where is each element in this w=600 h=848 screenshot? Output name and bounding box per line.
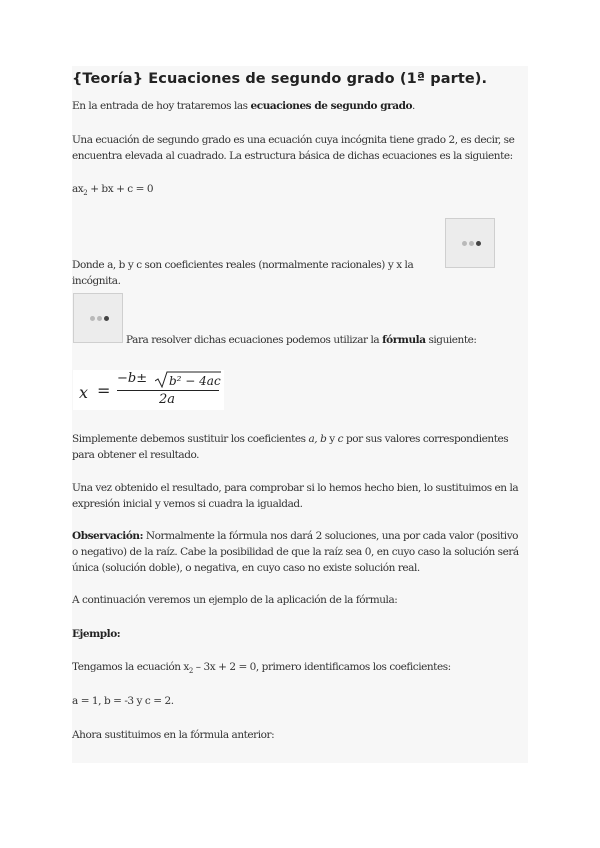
formula-bold: fórmula bbox=[382, 334, 426, 346]
formula-radicand: b² − 4ac bbox=[169, 374, 221, 388]
substitute-paragraph: Simplemente debemos sustituir los coeficientes a, b y c por sus valores correspondientes para obtener el resultado. bbox=[72, 433, 509, 461]
general-equation: $ax_2$ + bx + c = 0 bbox=[72, 183, 154, 198]
observation-paragraph: Observación: Normalmente la fórmula nos dará 2 soluciones, una por cada valor (positivo o negativo) de la raíz. Cabe la posibilidad de que la raíz sea 0, en cuyo caso la solución será única (solución doble), o negativa, en cuyo caso no existe solución real. bbox=[72, 530, 519, 574]
formula-intro: Para resolver dichas ecuaciones podemos utilizar la fórmula siguiente: bbox=[126, 334, 477, 346]
coefficients-paragraph: Donde a, b y c son coeficientes reales (normalmente racionales) y x la incógnita. bbox=[72, 259, 414, 287]
substitute-now: Ahora sustituimos en la fórmula anterior: bbox=[72, 729, 275, 741]
intro-bold: ecuaciones de segundo grado bbox=[250, 100, 413, 112]
ellipsis-icon bbox=[462, 241, 467, 246]
embedded-image-placeholder[interactable] bbox=[445, 218, 495, 268]
verify-paragraph: Una vez obtenido el resultado, para comprobar si lo hemos hecho bien, lo sustituimos en la expresión inicial y vemos si cuadra la igualdad. bbox=[72, 482, 519, 510]
example-equation: Tengamos la ecuación $x_2 - 3x + 2 = 0$, primero identificamos los coeficientes: bbox=[72, 661, 451, 676]
fraction-bar bbox=[117, 390, 219, 391]
formula-lhs: x bbox=[79, 383, 89, 402]
formula-equals: = bbox=[97, 381, 111, 400]
page-title: {Teoría} Ecuaciones de segundo grado (1ª parte). bbox=[72, 71, 488, 87]
example-coefficients: a = 1, b = -3 y c = 2. bbox=[72, 695, 174, 707]
embedded-image-placeholder-2[interactable] bbox=[73, 293, 123, 343]
formula-numerator: −b± bbox=[117, 371, 148, 386]
example-heading: Ejemplo: bbox=[72, 628, 121, 640]
formula-denominator: 2a bbox=[159, 392, 176, 407]
example-intro: A continuación veremos un ejemplo de la aplicación de la fórmula: bbox=[72, 594, 398, 606]
intro-paragraph: En la entrada de hoy trataremos las ecuaciones de segundo grado. bbox=[72, 100, 415, 112]
observation-label: Observación: bbox=[72, 530, 144, 542]
ellipsis-icon bbox=[90, 316, 95, 321]
quadratic-formula bbox=[73, 370, 224, 410]
definition-paragraph: Una ecuación de segundo grado es una ecuación cuya incógnita tiene grado 2, es decir, se encuentra elevada al cuadrado. La estructura básica de dichas ecuaciones es la siguiente: bbox=[72, 134, 515, 162]
